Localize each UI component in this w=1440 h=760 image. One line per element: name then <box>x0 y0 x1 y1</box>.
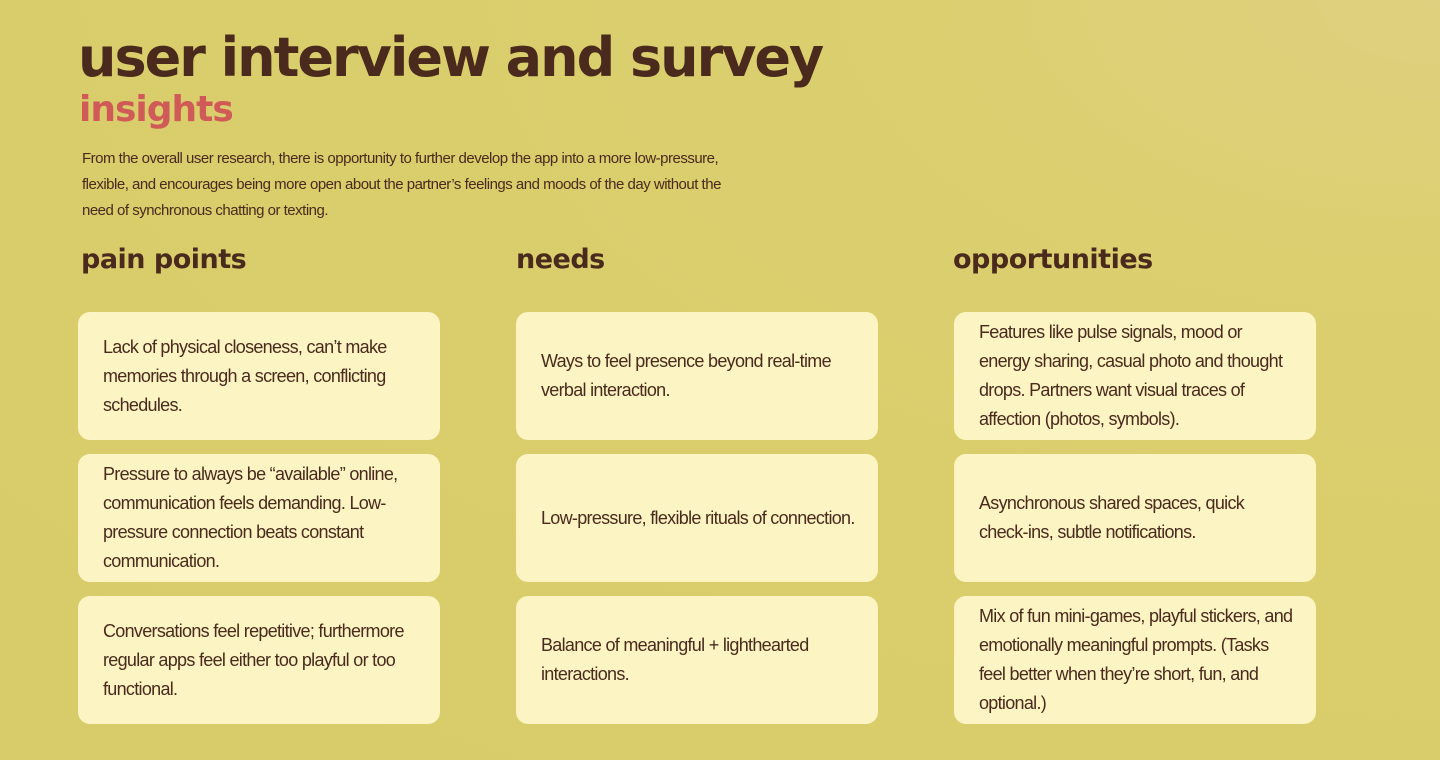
page-subtitle: insights <box>79 89 233 130</box>
need-text: Low-pressure, flexible rituals of connection. <box>541 507 855 528</box>
opportunity-text: Mix of fun mini-games, playful stickers, and emotionally meaningful prompts. (Tasks feel better when they’re short, fun, and optional.) <box>979 606 1293 713</box>
page-title: user interview and survey <box>78 26 823 89</box>
opportunities-heading: opportunities <box>953 244 1153 275</box>
pain-point-card <box>78 454 440 582</box>
need-card <box>516 454 878 582</box>
pain-point-text: Lack of physical closeness, can’t make memories through a screen, conflicting schedules. <box>103 336 387 415</box>
opportunity-card <box>954 312 1316 440</box>
intro-paragraph: From the overall user research, there is opportunity to further develop the app into a more low-pressure, flexible, and encourages being more open about the partner’s feelings and moods of the day without the need of synchronous chatting or texting. <box>82 150 721 219</box>
need-card <box>516 596 878 724</box>
pain-point-card <box>78 312 440 440</box>
needs-heading: needs <box>516 244 605 275</box>
pain-point-text: Conversations feel repetitive; furthermore regular apps feel either too playful or too functional. <box>103 620 404 699</box>
pain-point-card <box>78 596 440 724</box>
pain-points-heading: pain points <box>81 244 247 275</box>
opportunity-card <box>954 596 1316 724</box>
opportunity-card <box>954 454 1316 582</box>
need-text: Ways to feel presence beyond real-time verbal interaction. <box>541 351 831 400</box>
need-card <box>516 312 878 440</box>
pain-point-text: Pressure to always be “available” online, communication feels demanding. Low-pressure connection beats constant communication. <box>103 464 398 571</box>
opportunity-text: Features like pulse signals, mood or energy sharing, casual photo and thought drops. Partners want visual traces of affection (photos, symbols). <box>979 322 1283 429</box>
opportunity-text: Asynchronous shared spaces, quick check-ins, subtle notifications. <box>979 493 1245 542</box>
need-text: Balance of meaningful + lighthearted interactions. <box>541 635 809 684</box>
